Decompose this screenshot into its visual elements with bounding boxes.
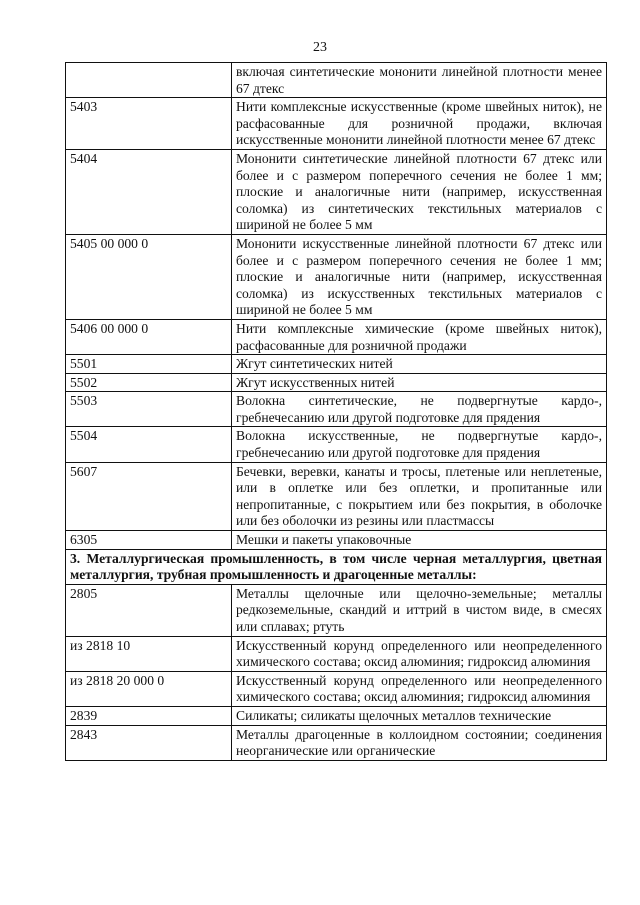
tn-ved-code-cell: 5501 bbox=[66, 355, 232, 374]
tn-ved-code-cell: 5503 bbox=[66, 392, 232, 427]
table-row bbox=[66, 706, 607, 725]
tn-ved-code-cell bbox=[66, 63, 232, 98]
description-cell: Мешки и пакеты упаковочные bbox=[232, 531, 607, 550]
tn-ved-code-cell: 5405 00 000 0 bbox=[66, 234, 232, 319]
table-row bbox=[66, 149, 607, 234]
table-row bbox=[66, 63, 607, 98]
commodity-code-table bbox=[65, 62, 607, 761]
tn-ved-code-cell: 5406 00 000 0 bbox=[66, 319, 232, 354]
tn-ved-code-cell: 2843 bbox=[66, 725, 232, 760]
table-row bbox=[66, 636, 607, 671]
table-row bbox=[66, 584, 607, 636]
tn-ved-code-cell: 2805 bbox=[66, 584, 232, 636]
table-row bbox=[66, 98, 607, 150]
description-cell: Волокна синтетические, не подвергнутые кардо-, гребнечесанию или другой подготовке для прядения bbox=[232, 392, 607, 427]
tn-ved-code-cell: из 2818 10 bbox=[66, 636, 232, 671]
section-header-row bbox=[66, 549, 607, 584]
page-number: 23 bbox=[313, 40, 327, 55]
description-cell: Жгут искусственных нитей bbox=[232, 373, 607, 392]
description-cell: Мононити синтетические линейной плотности 67 дтекс или более и с размером поперечного сечения не более 1 мм; плоские и аналогичные нити (например, искусственная соломка) из синтетических текстильных материалов с шириной не более 5 мм bbox=[232, 149, 607, 234]
description-cell: Металлы щелочные или щелочно-земельные; металлы редкоземельные, скандий и иттрий в чистом виде, в смесях или сплавах; ртуть bbox=[232, 584, 607, 636]
table-row bbox=[66, 234, 607, 319]
table-row bbox=[66, 427, 607, 462]
tn-ved-code-cell: 5607 bbox=[66, 462, 232, 530]
description-cell: Искусственный корунд определенного или неопределенного химического состава; оксид алюминия; гидроксид алюминия bbox=[232, 671, 607, 706]
description-cell: Металлы драгоценные в коллоидном состоянии; соединения неорганические или органические bbox=[232, 725, 607, 760]
tn-ved-code-cell: 2839 bbox=[66, 706, 232, 725]
description-cell: Волокна искусственные, не подвергнутые кардо-, гребнечесанию или другой подготовке для прядения bbox=[232, 427, 607, 462]
description-cell: Нити комплексные искусственные (кроме швейных ниток), не расфасованные для розничной продажи, включая искусственные мононити линейной плотности менее 67 дтекс bbox=[232, 98, 607, 150]
description-cell: Нити комплексные химические (кроме швейных ниток), расфасованные для розничной продажи bbox=[232, 319, 607, 354]
section-title: 3. Металлургическая промышленность, в том числе черная металлургия, цветная металлургия, трубная промышленность и драгоценные металлы: bbox=[66, 549, 607, 584]
tn-ved-code-cell: 5502 bbox=[66, 373, 232, 392]
table-row bbox=[66, 725, 607, 760]
description-cell: Силикаты; силикаты щелочных металлов технические bbox=[232, 706, 607, 725]
tn-ved-code-cell: 5403 bbox=[66, 98, 232, 150]
table-row bbox=[66, 531, 607, 550]
table-row bbox=[66, 462, 607, 530]
table-row bbox=[66, 671, 607, 706]
tn-ved-code-cell: 6305 bbox=[66, 531, 232, 550]
description-cell: включая синтетические мононити линейной плотности менее 67 дтекс bbox=[232, 63, 607, 98]
table-row bbox=[66, 392, 607, 427]
tn-ved-code-cell: из 2818 20 000 0 bbox=[66, 671, 232, 706]
description-cell: Мононити искусственные линейной плотности 67 дтекс или более и с размером поперечного сечения не более 1 мм; плоские и аналогичные нити (например, искусственная соломка) из искусственных текстильных материалов с шириной не более 5 мм bbox=[232, 234, 607, 319]
description-cell: Бечевки, веревки, канаты и тросы, плетеные или неплетеные, или в оплетке или без оплетки, и пропитанные или непропитанные, с покрытием или без покрытия, в оболочке или без оболочки из резины или пластмассы bbox=[232, 462, 607, 530]
description-cell: Искусственный корунд определенного или неопределенного химического состава; оксид алюминия; гидроксид алюминия bbox=[232, 636, 607, 671]
table-row bbox=[66, 319, 607, 354]
table-row bbox=[66, 355, 607, 374]
tn-ved-code-cell: 5404 bbox=[66, 149, 232, 234]
table-row bbox=[66, 373, 607, 392]
description-cell: Жгут синтетических нитей bbox=[232, 355, 607, 374]
tn-ved-code-cell: 5504 bbox=[66, 427, 232, 462]
table-body bbox=[66, 63, 607, 761]
